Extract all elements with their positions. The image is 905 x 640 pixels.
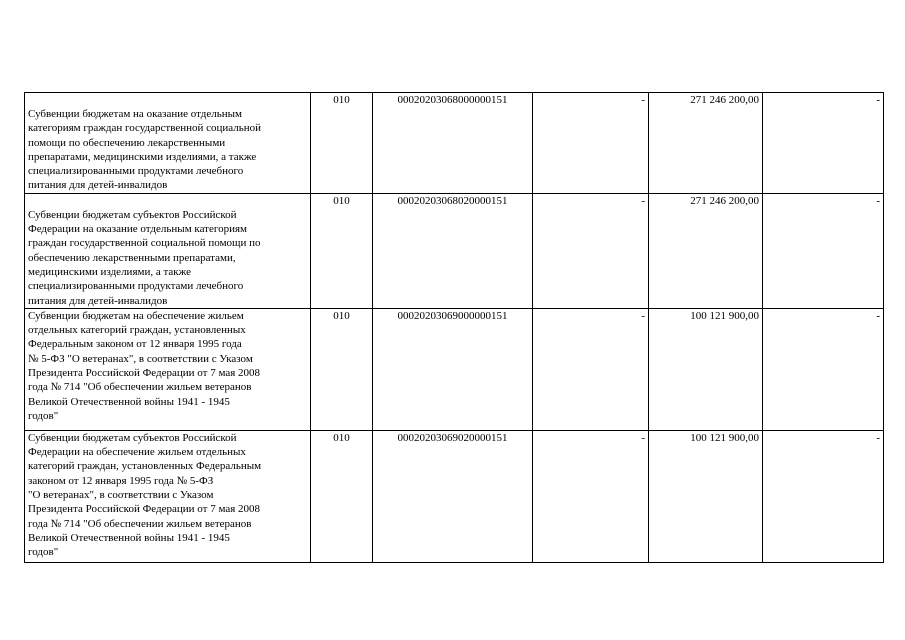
row-code-cell: 010	[311, 93, 373, 194]
row-value-c-cell: -	[763, 193, 884, 308]
row-kbk-cell: 00020203068000000151	[373, 93, 533, 194]
row-name: Субвенции бюджетам субъектов Российской Федерации на обеспечение жильем отдельных категорий граждан, установленных Федеральным законом от 12 января 1995 года № 5-ФЗ "О ветеранах", в соответствии с Указом Президента Российской Федерации от 7 мая 2008 года № 714 "Об обеспечении жильем ветеранов Великой Отечественной войны 1941 - 1945 годов"	[28, 431, 262, 559]
row-value-a-cell: -	[533, 193, 649, 308]
row-value-c-cell: -	[763, 308, 884, 430]
table-row	[25, 308, 884, 430]
row-name: Субвенции бюджетам на оказание отдельным категориям граждан государственной социальной помощи по обеспечению лекарственными препаратами, медицинскими изделиями, а также специализированными продуктами лечебного питания для детей-инвалидов	[28, 108, 262, 192]
row-value-b-cell: 100 121 900,00	[649, 430, 763, 562]
row-value-b-cell: 271 246 200,00	[649, 193, 763, 308]
row-name-cell	[25, 193, 311, 308]
budget-income-table	[24, 92, 884, 563]
row-value-c-cell: -	[763, 430, 884, 562]
row-name-cell	[25, 430, 311, 562]
row-value-b-cell: 271 246 200,00	[649, 93, 763, 194]
row-name: Субвенции бюджетам на обеспечение жильем отдельных категорий граждан, установленных Федеральным законом от 12 января 1995 года № 5-ФЗ "О ветеранах", в соответствии с Указом Президента Российской Федерации от 7 мая 2008 года № 714 "Об обеспечении жильем ветеранов Великой Отечественной войны 1941 - 1945 годов"	[28, 309, 261, 422]
row-value-b-cell: 100 121 900,00	[649, 308, 763, 430]
row-name: Субвенции бюджетам субъектов Российской Федерации на оказание отдельным категориям граждан государственной социальной помощи по обеспечению лекарственными препаратами, медицинскими изделиями, а также специализированными продуктами лечебного питания для детей-инвалидов	[28, 208, 261, 307]
row-name-cell	[25, 93, 311, 194]
table-row	[25, 193, 884, 308]
row-value-a-cell: -	[533, 308, 649, 430]
row-value-a-cell: -	[533, 93, 649, 194]
row-kbk-cell: 00020203068020000151	[373, 193, 533, 308]
row-kbk-cell: 00020203069000000151	[373, 308, 533, 430]
row-code-cell: 010	[311, 308, 373, 430]
row-value-a-cell: -	[533, 430, 649, 562]
row-value-c-cell: -	[763, 93, 884, 194]
table-row	[25, 93, 884, 194]
row-code-cell: 010	[311, 193, 373, 308]
row-kbk-cell: 00020203069020000151	[373, 430, 533, 562]
row-code-cell: 010	[311, 430, 373, 562]
table-row	[25, 430, 884, 562]
row-name-cell	[25, 308, 311, 430]
